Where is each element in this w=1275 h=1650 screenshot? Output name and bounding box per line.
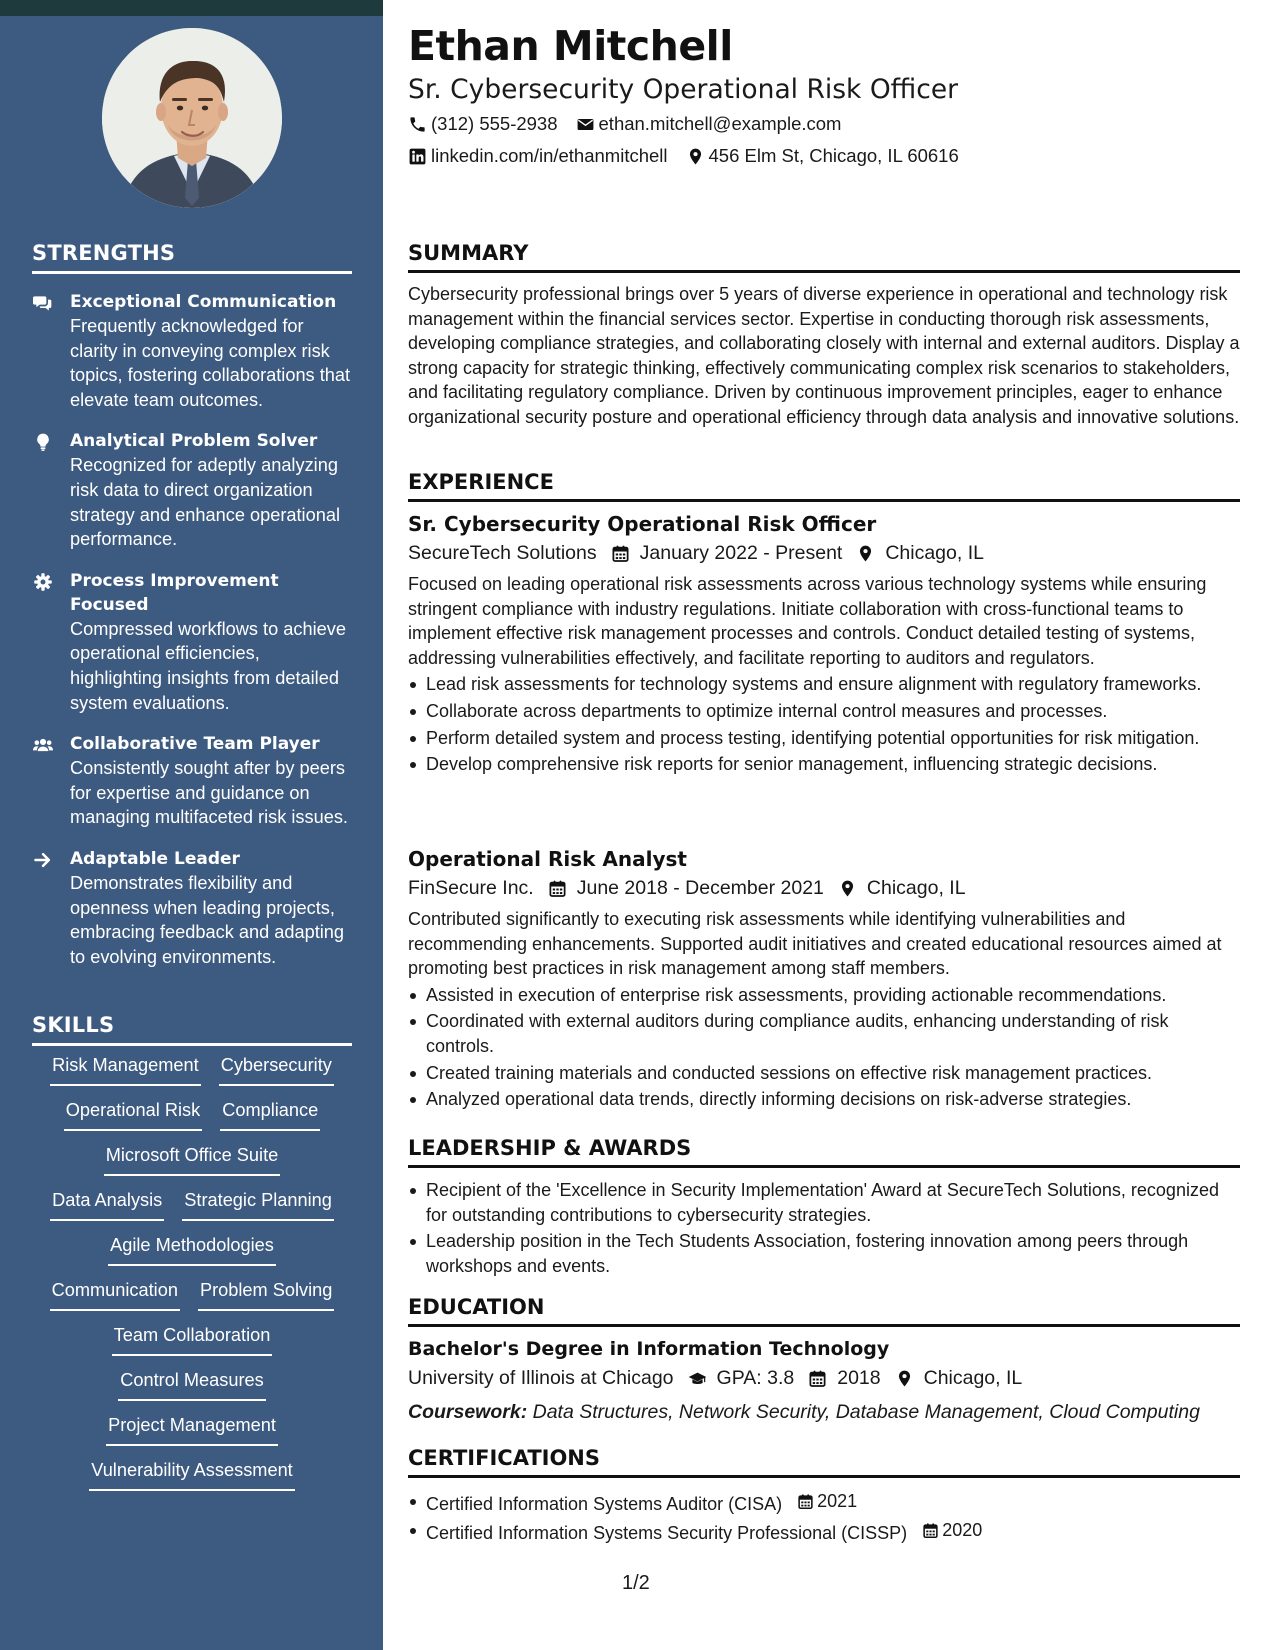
location-text: Chicago, IL [885,542,984,564]
skill-tag: Data Analysis [50,1190,164,1221]
bullet-item: Collaborate across departments to optimize internal control measures and processes. [408,699,1240,724]
bullet-item: Coordinated with external auditors during compliance audits, enhancing understanding of risk controls. [408,1009,1240,1058]
linkedin-link[interactable]: linkedin.com/in/ethanmitchell [431,145,668,166]
company-name: SecureTech Solutions [408,542,597,564]
phone-contact [408,113,558,135]
summary-text: Cybersecurity professional brings over 5 years of diverse experience in operational and technology risk management within the financial services sector. Expertise in conducting thorough risk assessments, developing compliance strategies, and collaborating closely with internal and external auditors. Display a strong capacity for strategic thinking, effectively communicating complex risk scenarios to stakeholders, and facilitating regulatory compliance. Driven by continuous improvement principles, eager to enhance organizational security posture and operational efficiency through data analysis and innovative solutions. [408,284,1240,427]
skill-row [32,1100,352,1145]
strength-item [32,290,354,412]
job-location [838,873,966,903]
map-marker-icon [856,544,875,563]
strength-title: Exceptional Communication [70,292,337,312]
skill-row [32,1235,352,1280]
coursework [408,1397,1240,1427]
job-dates [611,538,843,568]
address-contact [686,145,959,167]
bullet-item: Analyzed operational data trends, directly informing decisions on risk-adverse strategies. [408,1087,1240,1112]
bullet-item: Develop comprehensive risk reports for senior management, influencing strategic decisions. [408,752,1240,777]
job-description: Focused on leading operational risk assessments across various technology systems while ensuring stringent compliance with industry regulations. Initiate collaboration with cross-functional teams to implement effective risk management processes and controls. Conduct detailed testing of systems, addressing vulnerabilities effectively, and facilitate reporting to auditors and regulators. [408,574,1207,668]
coursework-text: Data Structures, Network Security, Database Management, Cloud Computing [532,1401,1200,1423]
education-year [808,1363,880,1393]
job-bullets [408,983,1240,1112]
bullet-item: Recipient of the 'Excellence in Security Implementation' Award at SecureTech Solutions, recognized for outstanding contributions to cybersecurity strategies. [408,1178,1240,1227]
skill-row [32,1055,352,1100]
skill-tag: Risk Management [50,1055,201,1086]
skill-tag: Control Measures [118,1370,266,1401]
comments-icon [33,293,53,313]
education-heading: EDUCATION [408,1295,1240,1327]
phone-text: (312) 555-2938 [431,113,558,134]
skill-row [32,1190,352,1235]
skills-list [32,1055,352,1505]
strength-title: Adaptable Leader [70,848,240,869]
bullet-item: Perform detailed system and process testing, identifying potential opportunities for risk mitigation. [408,726,1240,751]
education-location [895,1363,1023,1393]
skill-row [32,1145,352,1190]
calendar-icon [611,544,630,563]
strength-item [32,847,354,969]
coursework-label: Coursework: [408,1401,528,1423]
skill-tag: Strategic Planning [182,1190,334,1221]
email-link[interactable]: ethan.mitchell@example.com [598,113,842,134]
phone-icon [408,115,427,134]
strength-title: Process Improvement Focused [70,570,279,615]
contact-row [408,145,977,167]
strength-title: Analytical Problem Solver [70,431,318,452]
contact-row [408,113,859,135]
calendar-icon [808,1369,827,1388]
skill-tag: Project Management [106,1415,278,1446]
certification-item [408,1518,1240,1545]
sidebar [0,0,383,1650]
job-dates [548,873,824,903]
skill-tag: Compliance [220,1100,320,1131]
address-text: 456 Elm St, Chicago, IL 60616 [708,145,959,166]
strength-description: Demonstrates flexibility and openness when leading projects, embracing feedback and adapting to evolving environments. [70,872,345,967]
certifications-heading: CERTIFICATIONS [408,1446,1240,1478]
job-meta [408,873,1240,903]
skill-row [32,1415,352,1460]
skill-tag: Cybersecurity [219,1055,334,1086]
bullet-item: Lead risk assessments for technology systems and ensure alignment with regulatory frameworks. [408,672,1240,697]
certification-year: 2021 [817,1491,858,1511]
skill-tag: Problem Solving [198,1280,334,1311]
experience-heading: EXPERIENCE [408,470,1240,502]
skill-tag: Microsoft Office Suite [104,1145,281,1176]
job-role: Operational Risk Analyst [408,847,687,871]
page-number: 1/2 [622,1572,650,1594]
bullet-item: Created training materials and conducted sessions on effective risk management practices. [408,1061,1240,1086]
summary-heading: SUMMARY [408,241,1240,273]
map-marker-icon [838,879,857,898]
education-item [408,1335,1240,1427]
location-text: Chicago, IL [923,1367,1023,1389]
certification-item [408,1489,1240,1516]
calendar-icon [548,879,567,898]
calendar-icon [797,1493,814,1510]
strength-description: Recognized for adeptly analyzing risk data to direct organization strategy and enhance operational performance. [70,455,340,550]
certification-date [797,1489,857,1514]
envelope-icon [576,115,595,134]
dates-text: June 2018 - December 2021 [576,877,824,899]
job-description: Contributed significantly to executing risk assessments while identifying vulnerabilities and recommending enhancements. Supported audit initiatives and created educational resources aimed at promoting best practices in risk management among staff members. [408,909,1222,979]
skill-tag: Team Collaboration [112,1325,273,1356]
experience-item [408,510,1240,779]
job-bullets [408,672,1240,776]
strengths-heading: STRENGTHS [32,241,352,274]
skill-row [32,1280,352,1325]
skill-tag: Operational Risk [64,1100,202,1131]
arrow-right-icon [33,850,53,870]
bullet-item: Assisted in execution of enterprise risk assessments, providing actionable recommendations. [408,983,1240,1008]
calendar-icon [922,1522,939,1539]
strength-description: Compressed workflows to achieve operational efficiencies, highlighting insights from detailed system evaluations. [70,618,346,713]
graduation-cap-icon [688,1369,707,1388]
location-text: Chicago, IL [866,877,966,899]
strengths-list [32,290,354,986]
certification-date [922,1518,982,1543]
strength-item [32,429,354,551]
leadership-heading: LEADERSHIP & AWARDS [408,1136,1240,1168]
bullet-item: Leadership position in the Tech Students Association, fostering innovation among peers through workshops and events. [408,1229,1240,1278]
certification-name: Certified Information Systems Security Professional (CISSP) [426,1523,908,1544]
strength-description: Consistently sought after by peers for expertise and guidance on managing multifaceted risk issues. [70,758,348,828]
skill-row [32,1325,352,1370]
company-name: FinSecure Inc. [408,877,534,899]
avatar-portrait-icon [102,28,282,208]
gear-icon [33,572,53,592]
strength-item [32,732,354,830]
certification-year: 2020 [942,1520,983,1541]
sidebar-top-strip [0,0,383,16]
school-name: University of Illinois at Chicago [408,1367,674,1389]
job-meta [408,538,1240,568]
strength-item [32,569,354,715]
lightbulb-icon [33,432,53,452]
skill-tag: Vulnerability Assessment [89,1460,295,1491]
candidate-name: Ethan Mitchell [408,22,733,70]
linkedin-icon [408,147,427,166]
strength-title: Collaborative Team Player [70,734,320,755]
dates-text: January 2022 - Present [639,542,843,564]
gpa-text: GPA: 3.8 [716,1367,795,1389]
job-location [856,538,984,568]
avatar [102,28,282,208]
candidate-title: Sr. Cybersecurity Operational Risk Officer [408,74,959,105]
linkedin-contact[interactable] [408,145,668,167]
map-marker-icon [895,1369,914,1388]
experience-item [408,845,1240,1114]
skill-tag: Agile Methodologies [108,1235,276,1266]
year-text: 2018 [837,1367,881,1389]
job-role: Sr. Cybersecurity Operational Risk Officer [408,512,877,536]
map-marker-icon [686,147,705,166]
leadership-bullets [408,1178,1240,1280]
education-meta [408,1363,1240,1393]
strength-description: Frequently acknowledged for clarity in conveying complex risk topics, fostering collaborations that elevate team outcomes. [70,316,351,410]
skill-row [32,1370,352,1415]
certifications-list [408,1489,1240,1548]
email-contact[interactable] [576,113,842,135]
skill-row [32,1460,352,1505]
skills-heading: SKILLS [32,1013,352,1046]
skill-tag: Communication [50,1280,180,1311]
certification-name: Certified Information Systems Auditor (CISA) [426,1493,783,1514]
users-icon [33,735,53,755]
degree-title: Bachelor's Degree in Information Technology [408,1338,890,1360]
education-gpa [688,1363,795,1393]
